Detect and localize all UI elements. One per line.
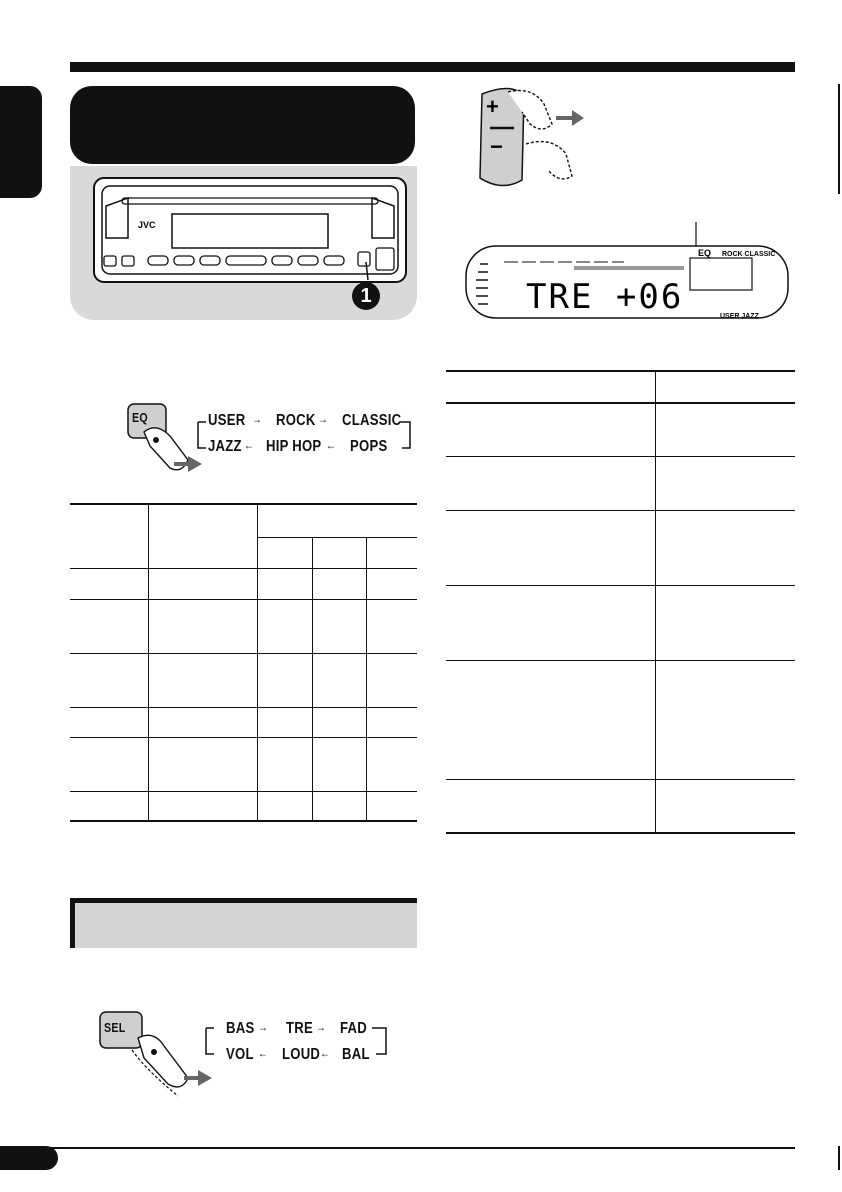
callout-number: 1 [352,282,380,310]
eq-indicator: EQ [698,248,712,258]
mode-labels-bottom: USER JAZZ [720,313,759,320]
bottom-rule [0,1147,795,1149]
eq-mode-jazz: JAZZ [208,438,242,455]
language-tab [0,86,42,198]
eq-mode-classic: CLASSIC [342,412,402,429]
eq-mode-pops: POPS [350,438,388,455]
sel-item-vol: VOL [226,1046,254,1063]
plus-icon: + [486,94,499,119]
sel-item-fad: FAD [340,1020,367,1037]
eq-button-label: EQ [132,410,148,425]
car-stereo-illustration [92,176,408,286]
eq-mode-rock: ROCK [276,412,316,429]
sel-section-banner [70,898,417,948]
sound-table-bottom-rule [446,832,795,834]
sound-table-top-rule [446,370,795,372]
sel-item-bas: BAS [226,1020,255,1037]
eq-section-banner [70,86,415,164]
sel-button-label: SEL [104,1020,126,1035]
sel-item-bal: BAL [342,1046,370,1063]
lcd-readout: TRE +06 [526,277,684,317]
eq-mode-hip-hop: HIP HOP [266,438,322,455]
top-rule [70,62,795,72]
eq-table-bottom-rule [70,820,417,822]
sel-item-loud: LOUD [282,1046,321,1063]
page-number-tab [0,1146,58,1170]
brand-logo: JVC [138,220,156,230]
lcd-display-illustration [464,222,794,320]
mode-labels-top: ROCK CLASSIC [722,251,776,258]
minus-icon: − [490,134,503,159]
sel-item-tre: TRE [286,1020,313,1037]
control-dial-illustration [472,84,602,196]
eq-table-top-rule [70,503,417,505]
eq-mode-user: USER [208,412,246,429]
